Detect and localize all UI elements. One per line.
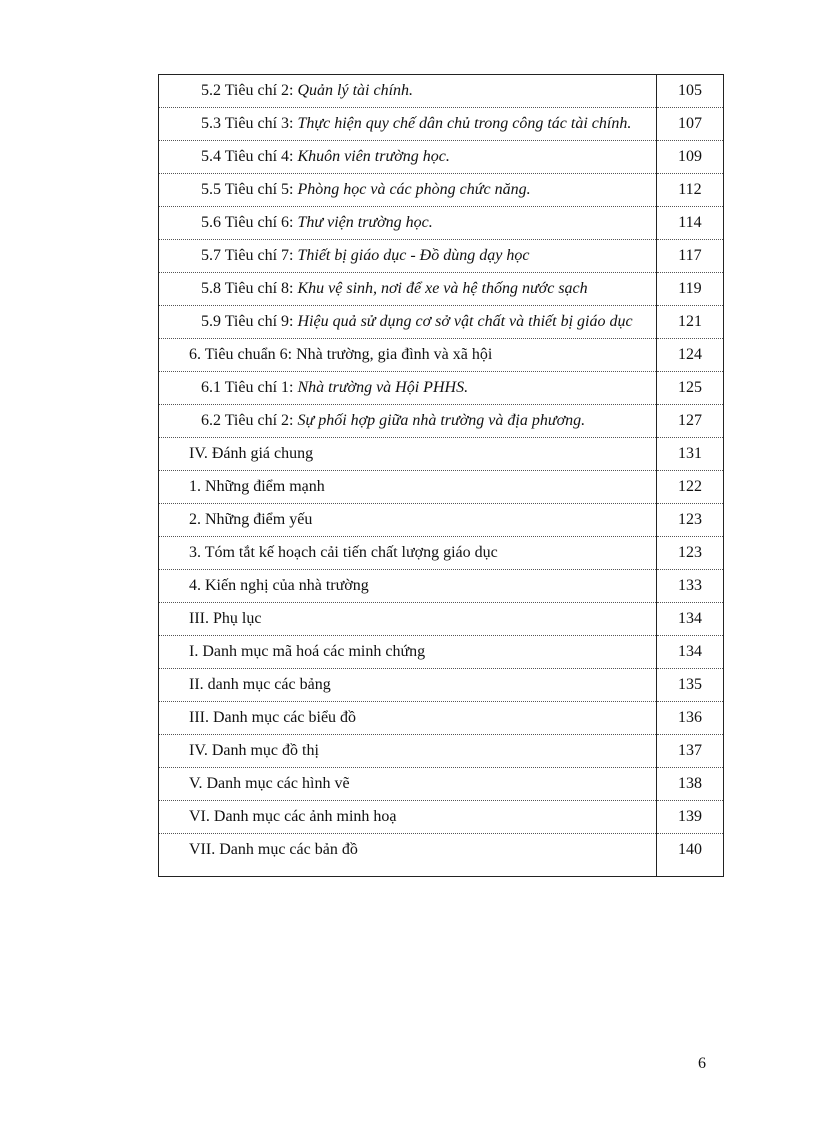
toc-row-tables-list — [159, 669, 724, 702]
toc-page-number: 125 — [656, 372, 723, 405]
toc-entry-title: Sự phối hợp giữa nhà trường và địa phương. — [297, 412, 586, 429]
toc-page-number: 134 — [656, 636, 723, 669]
toc-row-evidence-codes — [159, 636, 724, 669]
toc-page-number: 137 — [656, 735, 723, 768]
toc-entry-label: 3. Tóm tắt kế hoạch cải tiến chất lượng giáo dục — [189, 544, 498, 561]
toc-entry-title: Thư viện trường học. — [297, 214, 433, 231]
toc-page-number: 122 — [656, 471, 723, 504]
toc-page-number: 134 — [656, 603, 723, 636]
toc-row-criterion-5-6 — [159, 207, 724, 240]
toc-page-number: 121 — [656, 306, 723, 339]
toc-row-criterion-5-4 — [159, 141, 724, 174]
toc-page-number: 123 — [656, 537, 723, 570]
toc-entry-label: IV. Danh mục đồ thị — [189, 742, 319, 759]
toc-row-criterion-5-5 — [159, 174, 724, 207]
toc-entry-label: 1. Những điểm mạnh — [189, 478, 325, 495]
toc-row-charts-list — [159, 702, 724, 735]
toc-row-maps-list — [159, 834, 724, 877]
toc-entry-label: 5.3 Tiêu chí 3: — [201, 115, 298, 132]
toc-entry-label: 5.9 Tiêu chí 9: — [201, 313, 298, 330]
toc-row-graphs-list — [159, 735, 724, 768]
toc-entry-label: VI. Danh mục các ảnh minh hoạ — [189, 808, 397, 825]
toc-row-criterion-6-2 — [159, 405, 724, 438]
toc-entry-label: I. Danh mục mã hoá các minh chứng — [189, 643, 426, 660]
toc-row-criterion-5-3 — [159, 108, 724, 141]
toc-row-criterion-5-2 — [159, 75, 724, 108]
toc-row-photos-list — [159, 801, 724, 834]
toc-entry-label: VII. Danh mục các bản đồ — [189, 841, 358, 858]
toc-entry-label: III. Phụ lục — [189, 610, 262, 627]
toc-row-recommendations — [159, 570, 724, 603]
toc-entry-title: Thực hiện quy chế dân chủ trong công tác tài chính. — [297, 115, 632, 132]
toc-entry-label: 5.6 Tiêu chí 6: — [201, 214, 298, 231]
toc-page-number: 119 — [656, 273, 723, 306]
toc-page-number: 127 — [656, 405, 723, 438]
page-number: 6 — [698, 1055, 706, 1072]
toc-page-number: 136 — [656, 702, 723, 735]
toc-entry-title: Khu vệ sinh, nơi để xe và hệ thống nước sạch — [297, 280, 588, 297]
toc-entry-label: IV. Đánh giá chung — [189, 445, 314, 462]
toc-entry-title: Hiệu quả sử dụng cơ sở vật chất và thiết bị giáo dục — [297, 313, 633, 330]
toc-page-number: 131 — [656, 438, 723, 471]
toc-page-number: 109 — [656, 141, 723, 174]
toc-page-number: 140 — [656, 834, 723, 877]
toc-row-standard-6 — [159, 339, 724, 372]
toc-row-figures-list — [159, 768, 724, 801]
toc-page-number: 124 — [656, 339, 723, 372]
toc-entry-label: 2. Những điểm yếu — [189, 511, 313, 528]
toc-entry-label: III. Danh mục các biểu đồ — [189, 709, 357, 726]
toc-row-strengths — [159, 471, 724, 504]
toc-page-number: 135 — [656, 669, 723, 702]
toc-entry-title: Thiết bị giáo dục - Đồ dùng dạy học — [297, 247, 530, 264]
toc-page-number: 117 — [656, 240, 723, 273]
toc-entry-label: V. Danh mục các hình vẽ — [189, 775, 350, 792]
toc-page-number: 107 — [656, 108, 723, 141]
toc-page-number: 139 — [656, 801, 723, 834]
toc-row-criterion-6-1 — [159, 372, 724, 405]
toc-entry-label: 5.2 Tiêu chí 2: — [201, 82, 298, 99]
toc-page-number: 138 — [656, 768, 723, 801]
toc-page-number: 112 — [656, 174, 723, 207]
toc-entry-label: 5.5 Tiêu chí 5: — [201, 181, 298, 198]
toc-row-appendix — [159, 603, 724, 636]
table-of-contents — [158, 74, 724, 877]
toc-row-weaknesses — [159, 504, 724, 537]
toc-entry-label: 6.1 Tiêu chí 1: — [201, 379, 298, 396]
toc-row-criterion-5-7 — [159, 240, 724, 273]
toc-entry-label: 5.8 Tiêu chí 8: — [201, 280, 298, 297]
toc-row-criterion-5-9 — [159, 306, 724, 339]
toc-row-general-assessment — [159, 438, 724, 471]
toc-entry-label: 4. Kiến nghị của nhà trường — [189, 577, 369, 594]
toc-row-improvement-plan — [159, 537, 724, 570]
toc-entry-label: 6.2 Tiêu chí 2: — [201, 412, 298, 429]
toc-page-number: 123 — [656, 504, 723, 537]
toc-entry-label: 5.4 Tiêu chí 4: — [201, 148, 298, 165]
toc-page-number: 114 — [656, 207, 723, 240]
toc-entry-title: Quản lý tài chính. — [297, 82, 414, 99]
toc-page-number: 133 — [656, 570, 723, 603]
toc-page-number: 105 — [656, 75, 723, 108]
toc-entry-title: Khuôn viên trường học. — [297, 148, 450, 165]
toc-entry-title: Nhà trường và Hội PHHS. — [297, 379, 469, 396]
toc-entry-label: 5.7 Tiêu chí 7: — [201, 247, 298, 264]
toc-entry-label: 6. Tiêu chuẩn 6: Nhà trường, gia đình và xã hội — [189, 346, 493, 363]
toc-row-criterion-5-8 — [159, 273, 724, 306]
toc-entry-title: Phòng học và các phòng chức năng. — [297, 181, 531, 198]
toc-entry-label: II. danh mục các bảng — [189, 676, 331, 693]
